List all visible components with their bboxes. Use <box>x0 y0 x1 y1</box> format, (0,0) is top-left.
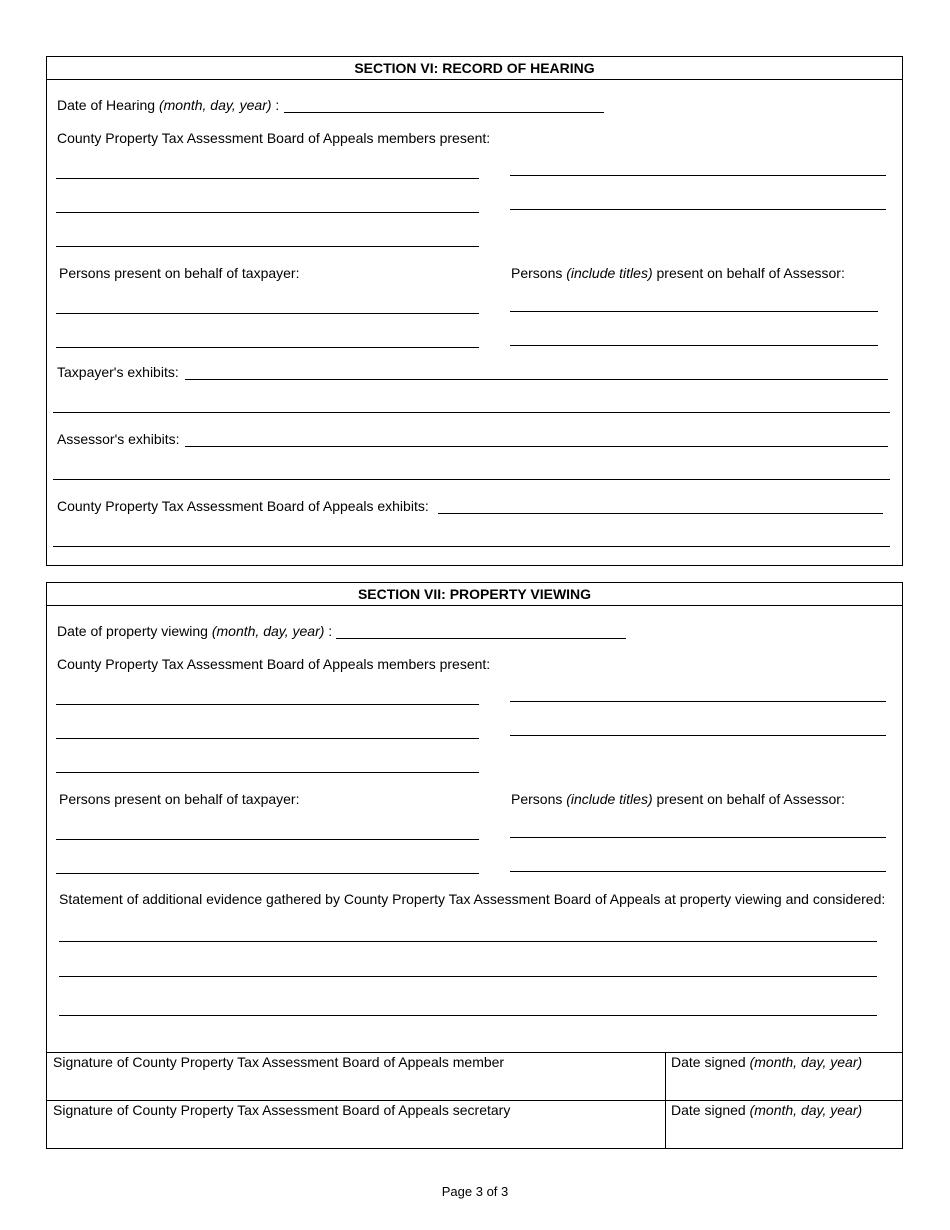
member-signature-row <box>47 1052 902 1100</box>
statement-line-3[interactable] <box>59 1015 877 1016</box>
member-line-4[interactable] <box>510 735 886 736</box>
statement-line-1[interactable] <box>59 941 877 942</box>
board-exhibits-field[interactable] <box>438 513 883 514</box>
assessor-person-line-1[interactable] <box>510 311 878 312</box>
page-number: Page 3 of 3 <box>441 1184 509 1199</box>
assessor-person-line-2[interactable] <box>510 871 886 872</box>
member-line-1[interactable] <box>56 178 479 179</box>
members-present-label: County Property Tax Assessment Board of Appeals members present: <box>57 656 491 672</box>
member-line-3[interactable] <box>56 738 479 739</box>
board-exhibits-label: County Property Tax Assessment Board of Appeals exhibits: <box>57 498 429 514</box>
assessor-person-line-2[interactable] <box>510 345 878 346</box>
board-exhibits-line-2[interactable] <box>53 546 890 547</box>
section-property-viewing <box>46 582 903 1149</box>
hearing-date-field[interactable] <box>284 112 604 113</box>
taxpayer-persons-label: Persons present on behalf of taxpayer: <box>59 791 300 807</box>
secretary-signature-row <box>47 1100 902 1148</box>
member-line-4[interactable] <box>510 209 886 210</box>
taxpayer-person-line-2[interactable] <box>56 873 479 874</box>
member-line-1[interactable] <box>56 704 479 705</box>
hearing-date-label: Date of Hearing (month, day, year) : <box>57 97 280 113</box>
section-record-of-hearing <box>46 56 903 566</box>
secretary-date-signed-label: Date signed (month, day, year) <box>671 1102 863 1118</box>
member-line-3[interactable] <box>56 212 479 213</box>
member-line-2[interactable] <box>510 701 886 702</box>
assessor-exhibits-line-2[interactable] <box>53 479 890 480</box>
section-title: SECTION VII: PROPERTY VIEWING <box>47 583 902 606</box>
assessor-person-line-1[interactable] <box>510 837 886 838</box>
signature-column-divider <box>665 1052 666 1149</box>
member-date-signed-label: Date signed (month, day, year) <box>671 1054 863 1070</box>
viewing-date-label: Date of property viewing (month, day, year) : <box>57 623 333 639</box>
taxpayer-persons-label: Persons present on behalf of taxpayer: <box>59 265 300 281</box>
taxpayer-person-line-2[interactable] <box>56 347 479 348</box>
assessor-persons-label: Persons (include titles) present on behalf of Assessor: <box>511 791 845 807</box>
assessor-persons-label: Persons (include titles) present on behalf of Assessor: <box>511 265 845 281</box>
statement-line-2[interactable] <box>59 976 877 977</box>
assessor-exhibits-label: Assessor's exhibits: <box>57 431 180 447</box>
taxpayer-person-line-1[interactable] <box>56 839 479 840</box>
taxpayer-exhibits-label: Taxpayer's exhibits: <box>57 364 179 380</box>
taxpayer-exhibits-field[interactable] <box>185 379 888 380</box>
statement-label: Statement of additional evidence gathered by County Property Tax Assessment Board of Appeals at property viewing and considered: <box>59 891 886 907</box>
section-title: SECTION VI: RECORD OF HEARING <box>47 57 902 80</box>
member-signature-label: Signature of County Property Tax Assessment Board of Appeals member <box>53 1054 505 1070</box>
member-line-5[interactable] <box>56 246 479 247</box>
member-line-2[interactable] <box>510 175 886 176</box>
taxpayer-exhibits-line-2[interactable] <box>53 412 890 413</box>
assessor-exhibits-field[interactable] <box>185 446 888 447</box>
member-line-5[interactable] <box>56 772 479 773</box>
taxpayer-person-line-1[interactable] <box>56 313 479 314</box>
members-present-label: County Property Tax Assessment Board of Appeals members present: <box>57 130 491 146</box>
viewing-date-field[interactable] <box>336 638 626 639</box>
secretary-signature-label: Signature of County Property Tax Assessment Board of Appeals secretary <box>53 1102 511 1118</box>
